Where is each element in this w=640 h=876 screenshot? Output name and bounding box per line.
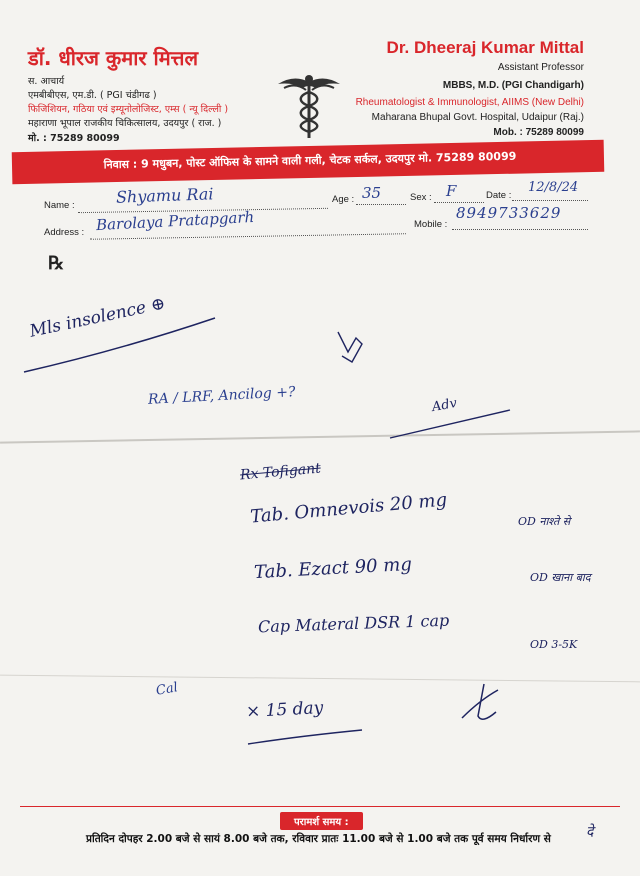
medicine-2-dose: OD खाना बाद: [530, 571, 591, 584]
address-label: Address :: [44, 227, 85, 238]
mobile-hindi: मो. : 75289 80099: [28, 133, 120, 144]
consultation-timing: प्रतिदिन दोपहर 2.00 बजे से सायं 8.00 बजे तक, रविवार प्रातः 11.00 बजे से 1.00 बजे तक पूर्व समय निर्धारण से: [86, 833, 551, 845]
name-label: Name :: [44, 200, 75, 211]
patient-age: 35: [362, 184, 382, 202]
hospital-english: Maharana Bhupal Govt. Hospital, Udaipur (Raj.): [371, 112, 584, 123]
hospital-hindi: महाराणा भूपाल राजकीय चिकित्सालय, उदयपुर ( राज. ): [28, 118, 222, 129]
medicine-3: Cap Materal DSR 1 cap: [257, 610, 450, 637]
mobile-english: Mob. : 75289 80099: [493, 127, 584, 138]
medicine-3-dose: OD 3-5K: [530, 638, 578, 651]
medicine-1-dose: OD नाश्ते से: [518, 515, 571, 528]
note-cal: Cal: [154, 680, 179, 699]
title-hindi: स. आचार्य: [28, 76, 65, 87]
footer-mark: दे: [586, 824, 594, 840]
mobile-label: Mobile :: [414, 219, 448, 230]
medicine-2: Tab. Ezact 90 mg: [253, 553, 413, 584]
title-english: Assistant Professor: [497, 62, 584, 73]
note-diagnosis: Mls insolence ⊕: [27, 293, 168, 342]
sex-label: Sex :: [410, 192, 432, 203]
note-struck: Rx Tofigant: [239, 460, 322, 484]
residence-address: निवास : 9 मधुबन, पोस्ट ऑफिस के सामने वाली गली, चेटक सर्कल, उदयपुर मो. 75289 80099: [103, 149, 517, 172]
specialty-hindi: फिजिशियन, गठिया एवं इम्यूनोलोजिस्ट, एम्स ( न्यू दिल्ली ): [28, 104, 229, 115]
doctor-name-hindi: डॉ. धीरज कुमार मित्तल: [28, 46, 199, 70]
patient-address: Barolaya Pratapgarh: [95, 207, 255, 235]
note-advice: Adv: [430, 395, 459, 416]
medicine-1: Tab. Omnevois 20 mg: [249, 489, 448, 528]
patient-sex: F: [446, 182, 457, 200]
consultation-label: परामर्श समय :: [280, 812, 363, 830]
degree-hindi: एमबीबीएस, एम.डी. ( PGI चंडीगढ ): [28, 90, 157, 101]
note-investigation: RA / LRF, Ancilog +?: [147, 384, 296, 408]
age-label: Age :: [332, 194, 355, 205]
duration: × 15 day: [245, 697, 324, 723]
specialty-english: Rheumatologist & Immunologist, AIIMS (New Delhi): [355, 97, 584, 108]
footer-divider: [20, 806, 620, 807]
rx-symbol: ℞: [48, 253, 65, 273]
patient-mobile: 8949733629: [456, 204, 562, 222]
doctor-name-english: Dr. Dheeraj Kumar Mittal: [386, 38, 584, 57]
patient-name: Shyamu Rai: [115, 184, 214, 207]
degree-english: MBBS, M.D. (PGI Chandigarh): [442, 80, 584, 91]
visit-date: 12/8/24: [528, 180, 579, 195]
date-label: Date :: [486, 190, 512, 201]
